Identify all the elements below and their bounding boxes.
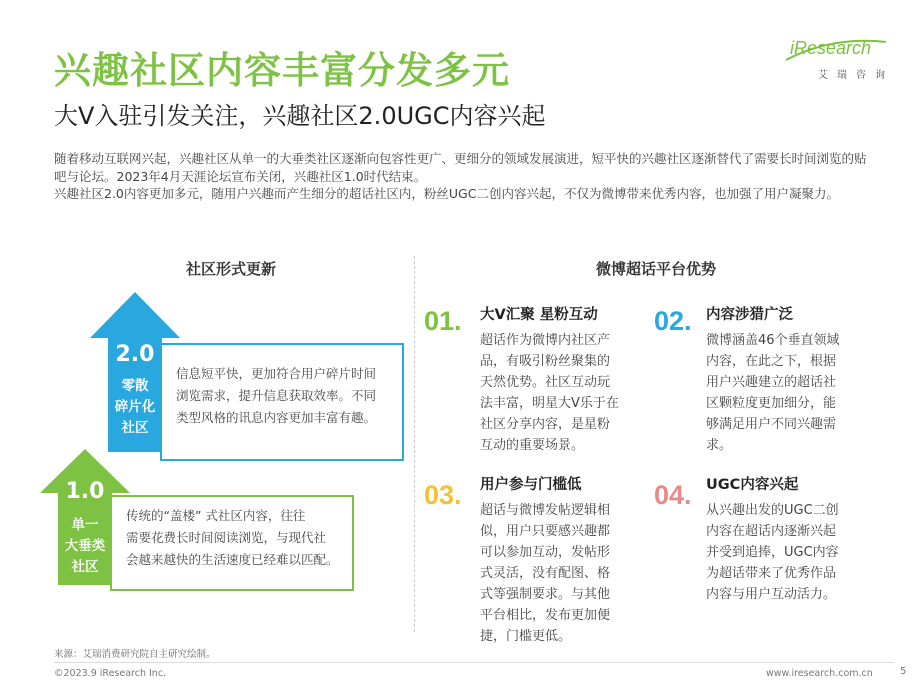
item-02-line: 区颗粒度更加细分，能: [706, 396, 837, 411]
v1-line-1: 传统的“盖楼” 式社区内容，往往: [126, 508, 306, 523]
item-01-number: 01.: [424, 306, 462, 336]
intro-paragraph-1: 随着移动互联网兴起，兴趣社区从单一的大垂类社区逐渐向包容性更广、更细分的领域发展演进，短平快的兴趣社区逐渐替代了需要长时间浏览的贴吧与论坛。2023年4月天涯论坛宣布关闭，兴趣社区1.0时代结束。: [54, 151, 867, 184]
section-divider: [414, 256, 415, 632]
v2-label-line-3: 社区: [121, 420, 149, 436]
item-04-line: 为超话带来了优秀作品: [706, 566, 837, 581]
item-03-line: 似，用户只要感兴趣都: [480, 524, 611, 539]
item-02-line: 微博涵盖46个垂直领域: [706, 333, 840, 348]
v1-arrow: [38, 447, 132, 587]
v2-line-2: 浏览需求，提升信息获取效率。不同: [176, 388, 377, 403]
v1-label-line-3: 社区: [71, 559, 99, 575]
item-02-line: 够满足用户不同兴趣需: [706, 417, 837, 432]
right-section-heading: 微博超话平台优势: [596, 260, 717, 278]
item-04-line: 从兴趣出发的UGC二创: [706, 503, 839, 518]
item-03-line: 式灵活，没有配图、格: [480, 566, 611, 581]
v2-label-line-1: 零散: [121, 378, 149, 394]
item-04-line: 并受到追捧，UGC内容: [706, 545, 839, 560]
item-04-title: UGC内容兴起: [706, 477, 799, 493]
item-04-number: 04.: [654, 480, 692, 510]
item-02-line: 求。: [706, 438, 733, 453]
v1-version: 1.0: [65, 479, 105, 504]
v1-line-2: 需要花费长时间阅读浏览，与现代社: [126, 530, 327, 545]
v2-line-1: 信息短平快，更加符合用户碎片时间: [176, 366, 377, 381]
source-note: 来源：艾瑞消费研究院自主研究绘制。: [54, 649, 216, 660]
logo-wordmark: iResearch: [790, 38, 872, 58]
item-04-line: 内容与用户互动活力。: [706, 587, 837, 602]
item-03-line: 式等强制要求。与其他: [480, 587, 611, 602]
v2-version: 2.0: [115, 342, 155, 367]
v1-label: [38, 515, 132, 578]
v2-arrow: [88, 290, 182, 454]
item-03-line: 平台相比，发布更加便: [480, 608, 611, 623]
item-02-title: 内容涉猎广泛: [706, 307, 793, 323]
page-subtitle: 大V入驻引发关注，兴趣社区2.0UGC内容兴起: [54, 102, 546, 130]
item-03-number: 03.: [424, 480, 462, 510]
item-04-line: 内容在超话内逐渐兴起: [706, 524, 837, 539]
intro-text: [54, 150, 874, 203]
item-01-line: 品，有吸引粉丝聚集的: [480, 354, 611, 369]
item-03-line: 可以参加互动，发帖形: [480, 545, 611, 560]
v2-line-3: 类型风格的讯息内容更加丰富有趣。: [176, 410, 377, 425]
v2-label-line-2: 碎片化: [114, 399, 156, 415]
v1-label-line-2: 大垂类: [64, 538, 106, 554]
v1-line-3: 会越来越快的生活速度已经难以匹配。: [126, 552, 339, 567]
item-01-line: 互动的重要场景。: [480, 438, 585, 453]
item-01-body: [480, 330, 650, 456]
v2-label: [88, 376, 182, 439]
item-02-line: 用户兴趣建立的超话社: [706, 375, 837, 390]
item-01-line: 社区分享内容，是星粉: [480, 417, 611, 432]
item-02-line: 内容，在此之下，根据: [706, 354, 837, 369]
v1-description-box: [110, 495, 354, 591]
item-03-line: 超话与微博发帖逻辑相: [480, 503, 611, 518]
item-01-line: 天然优势。社区互动玩: [480, 375, 611, 390]
item-03-line: 捷，门槛更低。: [480, 629, 572, 644]
left-section-heading: 社区形式更新: [186, 260, 277, 278]
item-03-title: 用户参与门槛低: [480, 477, 582, 493]
website-link[interactable]: www.iresearch.com.cn: [766, 668, 873, 679]
item-03-body: [480, 500, 650, 647]
copyright: ©2023.9 iResearch Inc.: [54, 668, 167, 679]
item-02-number: 02.: [654, 306, 692, 336]
page-number: 5: [900, 666, 907, 677]
footer-divider: [54, 662, 894, 663]
logo-chinese-name: 艾瑞咨询: [818, 70, 894, 81]
v1-label-line-1: 单一: [71, 517, 99, 533]
item-04-body: [706, 500, 876, 605]
item-01-title: 大V汇聚 星粉互动: [480, 307, 598, 323]
item-01-line: 法丰富，明星大V乐于在: [480, 396, 619, 411]
v2-description-box: [160, 343, 404, 461]
page-title: 兴趣社区内容丰富分发多元: [54, 49, 510, 92]
intro-paragraph-2: 兴趣社区2.0内容更加多元，随用户兴趣而产生细分的超话社区内，粉丝UGC二创内容兴起，不仅为微博带来优秀内容，也加强了用户凝聚力。: [54, 186, 839, 201]
item-02-body: [706, 330, 876, 456]
item-01-line: 超话作为微博内社区产: [480, 333, 611, 348]
